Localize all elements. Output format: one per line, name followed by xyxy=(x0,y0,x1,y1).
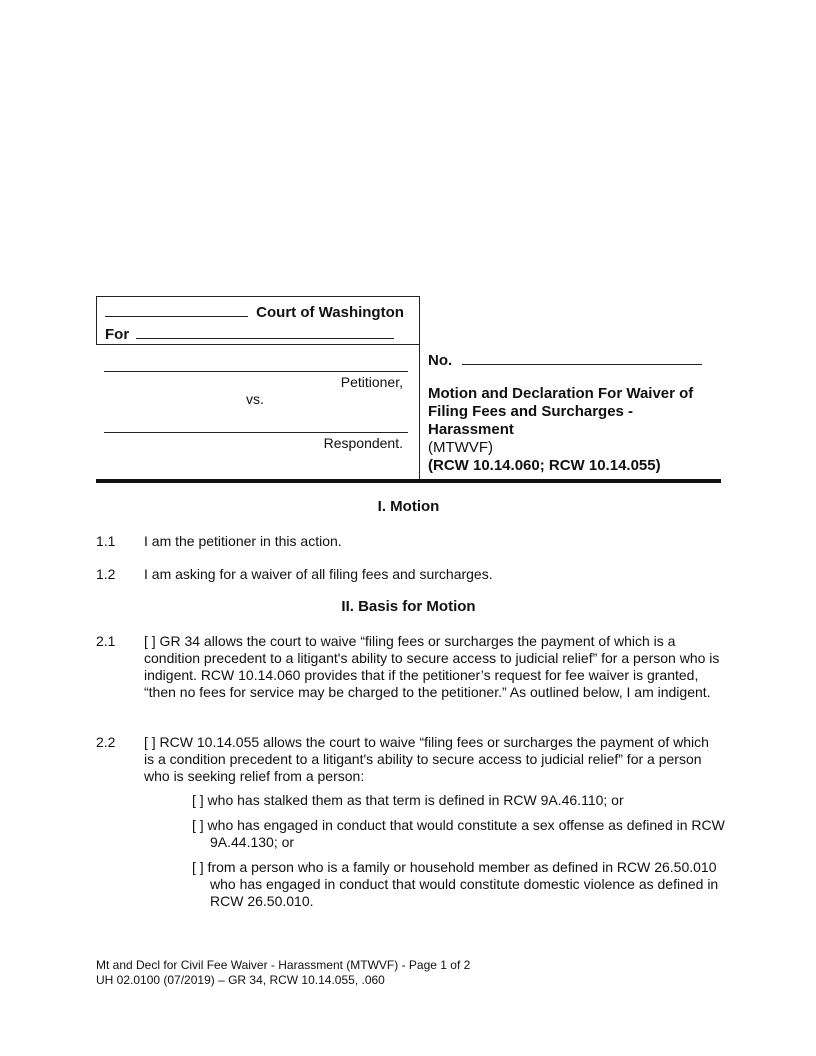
sub-item-sex-offense: [ ] who has engaged in conduct that would constitute a sex offense as defined in RCW 9A.44.130; or xyxy=(192,817,725,850)
item-2-1-number: 2.1 xyxy=(96,633,116,649)
item-1-1-number: 1.1 xyxy=(96,533,116,549)
respondent-label: Respondent. xyxy=(323,435,403,451)
section-2-heading: II. Basis for Motion xyxy=(341,598,476,615)
item-1-2-number: 1.2 xyxy=(96,566,116,582)
parties-box xyxy=(96,345,420,479)
form-title xyxy=(428,385,720,475)
vs-label: vs. xyxy=(246,391,264,407)
caption-divider xyxy=(96,479,721,483)
sub-item-stalked: [ ] who has stalked them as that term is defined in RCW 9A.46.110; or xyxy=(192,792,624,808)
for-label: For xyxy=(105,326,130,343)
section-1-heading: I. Motion xyxy=(377,498,440,515)
case-number-label: No. xyxy=(428,352,453,369)
respondent-blank[interactable] xyxy=(104,432,408,433)
statute-reference: (RCW 10.14.060; RCW 10.14.055) xyxy=(428,457,661,474)
item-2-1-text: [ ] GR 34 allows the court to waive “filing fees or surcharges the payment of which is a condition precedent to a litigant's ability to secure access to judicial relief” for a person who is indigent. RCW 10.14.060 provides that if the petitioner’s request for fee waiver is granted, “then no fees for service may be charged to the petitioner.” As outlined below, I am indigent. xyxy=(144,633,720,700)
item-1-1-text: I am the petitioner in this action. xyxy=(144,533,342,549)
court-label: Court of Washington xyxy=(256,304,404,321)
case-number-line xyxy=(428,350,702,369)
for-line xyxy=(105,324,394,343)
form-code: (MTWVF) xyxy=(428,439,493,456)
petitioner-blank[interactable] xyxy=(104,371,408,372)
petitioner-label: Petitioner, xyxy=(340,374,403,390)
case-number-blank[interactable] xyxy=(462,350,702,365)
sub-item-domestic-violence: [ ] from a person who is a family or household member as defined in RCW 26.50.010 who has engaged in conduct that would constitute domestic violence as defined in RCW 26.50.010. xyxy=(192,859,719,909)
court-line xyxy=(105,302,404,321)
court-name-blank[interactable] xyxy=(105,302,248,317)
court-caption-box xyxy=(96,296,420,345)
item-2-2-text: [ ] RCW 10.14.055 allows the court to waive “filing fees or surcharges the payment of which is a condition precedent to a litigant's ability to secure access to judicial relief” for a person who is seeking relief from a person: xyxy=(144,734,709,784)
footer-line-2: UH 02.0100 (07/2019) – GR 34, RCW 10.14.055, .060 xyxy=(96,973,385,987)
footer-line-1: Mt and Decl for Civil Fee Waiver - Harassment (MTWVF) - Page 1 of 2 xyxy=(96,958,471,972)
title-line-2: Filing Fees and Surcharges - xyxy=(428,403,634,420)
title-line-1: Motion and Declaration For Waiver of xyxy=(428,385,694,402)
page-footer xyxy=(96,958,470,988)
county-blank[interactable] xyxy=(136,324,394,339)
item-1-2-text: I am asking for a waiver of all filing fees and surcharges. xyxy=(144,566,493,582)
item-2-2-number: 2.2 xyxy=(96,734,116,750)
title-line-3: Harassment xyxy=(428,421,514,438)
